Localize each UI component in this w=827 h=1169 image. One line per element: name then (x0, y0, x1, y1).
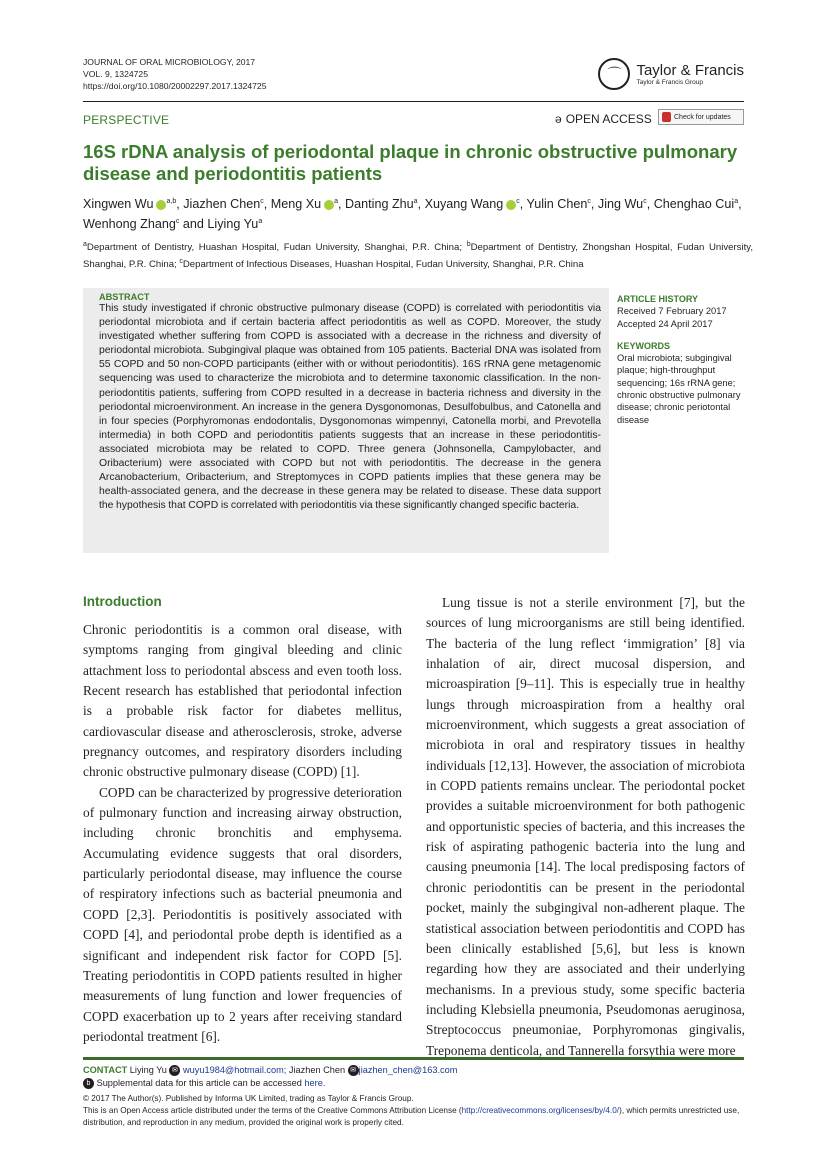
author (207, 217, 262, 231)
author-list: Xingwen Wu $^{a,b}$, Jiazhen Chen$^c$, Meng Xu $^a$, Danting Zhu$^a$, Xuyang Wang $^c$, Yulin Chen$^c$, Jing Wu$^c$, Chenghao Cui$^a$, Wenhong Zhang$^c$ and Liying Yu$^a$ (83, 197, 742, 232)
right-column (426, 593, 745, 1061)
open-access-label: OPEN ACCESS (565, 112, 652, 126)
contact-name: Jiazhen Chen (288, 1065, 346, 1075)
article-title: 16S rDNA analysis of periodontal plaque in chronic obstructive pulmonary disease and periodontitis patients (83, 141, 738, 184)
keywords-text: Oral microbiota; subgingival plaque; high-throughput sequencing; 16s rRNA gene; chronic obstructive pulmonary disease; chronic periotontal disease (617, 353, 741, 425)
author-name: Jiazhen Chen (183, 197, 261, 212)
received-date: Received 7 February 2017 (617, 306, 727, 317)
author-affiliation: a (258, 218, 263, 226)
author-name: Wenhong Zhang (83, 217, 176, 232)
author-name: Danting Zhu (345, 197, 414, 212)
paragraph: Chronic periodontitis is a common oral disease, with symptoms ranging from gingival bleeding and clinic attachment loss to periodontal abscess and even tooth loss. Recent research has established that periodontal infection is a probable risk factor for diabetes mellitus, cardiovascular disease and atherosclerosis, stroke, adverse pregnancy outcomes, and respiratory disorders including chronic obstructive pulmonary disease (COPD) [1]. (83, 622, 402, 780)
affiliations: $^a$Department of Dentistry, Huashan Hospital, Fudan University, Shanghai, P.R. China; $^b$Department of Dentistry, Zhongshan Hospital, Fudan University, Shanghai, P.R. China; $^c$Department of Infectious Diseases, Huashan Hospital, Fudan University, Shanghai, P.R. China (83, 241, 754, 271)
open-access-badge (555, 112, 652, 126)
author-name: Yulin Chen (526, 197, 588, 212)
orcid-icon[interactable] (156, 200, 166, 210)
journal-volume: VOL. 9, 1324725 (83, 69, 148, 79)
license-link[interactable]: http://creativecommons.org/licenses/by/4.0/ (461, 1106, 620, 1115)
author (83, 217, 179, 231)
author (527, 197, 591, 211)
author (598, 197, 647, 211)
supplemental-line (83, 1077, 753, 1090)
affiliation-c: Department of Infectious Diseases, Huashan Hospital, Fudan University, Shanghai, P.R. China (182, 259, 584, 271)
doi-link[interactable]: https://doi.org/10.1080/20002297.2017.1324725 (83, 81, 267, 91)
email-link[interactable]: wuyu1984@hotmail.com; (183, 1065, 287, 1075)
contact-name: Liying Yu (129, 1065, 167, 1075)
email-link[interactable]: jiazhen_chen@163.com (358, 1065, 458, 1075)
abstract-text: This study investigated if chronic obstructive pulmonary disease (COPD) is correlated with periodontitis via periodontal microbiota and if certain bacteria affect periodontitis as well as COPD. Moreover, the study investigated whether suffering from COPD is associated with a decrease in the richness and diversity of periodontal microbiota. Subgingival plaque was obtained from 105 patients. Bacterial DNA was isolated from 55 COPD and 50 non-COPD participants (either with or without periodontitis). 16S rRNA gene metagenomic sequencing was used to characterize the microbiota and to determine taxonomic classification. In the non-periodontitis patients, suffering from COPD resulted in a decrease in bacteria richness and diversity in the periodontal microenvironment. An increase in the genera Dysgonomonas, Desulfobulbus, and Catonella and in four species (Porphyromonas endodontalis, Dysgonomonas wimpennyi, Catonella morbi, and Prevotella intermedia) in both COPD and periodontitis patients suggests that an increase in these periodontitis-associated microbiota may be related to COPD. Three genera (Johnsonella, Campylobacter, and Oribacterium) were associated with COPD but not with periodontitis. The decrease in the genera Arcanobacterium, Oribacterium, and Streptomyces in COPD patients implies that these genera may be health-associated genera, and the decrease in these genera may be related to disease. These data support the hypothesis that COPD is correlated with periodontitis via these significantly changed specific bacteria. (99, 303, 601, 512)
abstract-heading: ABSTRACT (99, 292, 150, 302)
author-affiliation: c (516, 198, 520, 205)
supplemental-icon: b (83, 1078, 94, 1089)
author-affiliation: a (413, 198, 418, 205)
orcid-icon[interactable] (506, 200, 516, 210)
check-updates-button[interactable] (658, 109, 744, 125)
author-name: Jing Wu (597, 197, 644, 212)
email-icon: ✉ (169, 1065, 180, 1076)
introduction-heading: Introduction (83, 594, 162, 609)
author-name: Xingwen Wu (83, 197, 154, 212)
contact-line (83, 1064, 753, 1077)
license-post: ), which permits unrestricted use, distribution, and reproduction in any medium, provided the original work is properly cited. (83, 1106, 740, 1127)
accepted-date: Accepted 24 April 2017 (617, 318, 713, 329)
publisher-group: Taylor & Francis Group (636, 78, 703, 86)
header-divider (83, 101, 744, 102)
article-sidebar (617, 293, 747, 426)
abstract-box (83, 288, 609, 553)
author-name: Liying Yu (207, 217, 259, 232)
bookmark-icon (662, 112, 671, 122)
keywords-heading: KEYWORDS (617, 340, 671, 351)
author (183, 197, 264, 211)
journal-header (83, 56, 267, 92)
supplemental-link[interactable]: here. (304, 1077, 326, 1088)
license-text (83, 1105, 753, 1129)
author-name: Meng Xu (270, 197, 322, 212)
affiliation-b: Department of Dentistry, Zhongshan Hospital, Fudan University, Shanghai, P.R. China; (83, 242, 754, 271)
author-affiliation: c (260, 198, 264, 205)
footer-divider (83, 1057, 744, 1060)
author-affiliation: c (643, 198, 647, 205)
footer (83, 1064, 753, 1129)
journal-name: JOURNAL OF ORAL MICROBIOLOGY, 2017 (83, 57, 256, 67)
author (425, 197, 520, 211)
left-column (83, 620, 402, 1047)
author-affiliation: c (587, 198, 591, 205)
author-name: Xuyang Wang (424, 197, 504, 212)
author (345, 197, 418, 211)
email-icon: ✉ (348, 1065, 359, 1076)
article-history-heading: ARTICLE HISTORY (617, 294, 699, 304)
paragraph: Lung tissue is not a sterile environment [7], but the sources of lung microorganisms are still being identified. The bacteria of the lung reflect ‘immigration’ [8] via inhalation of air, direct mucosal dispersion, and microaspiration [9–11]. This is especially true in healthy lungs through microaspiration from a healthy oral microenvironment, which suggests a great association of microbiota in oral and respiratory tissues in healthy individuals [12,13]. However, the association of microbiota in COPD patients remains unclear. The periodontal pocket provides a suitable microenvironment for both pathogenic and opportunistic species of bacteria, and this increases the risk of aspirating pathogenic bacteria into the lung and causing pneumonia [14]. The local predisposing factors of chronic periodontitis can be present in the periodontal pocket, mainly the subgingival non-adherent plaque. The statistical association between periodontitis and COPD has been clinically established [5,6], but less is known regarding how they are associated and their underlying mechanisms. In a previous study, some specific bacteria including Klebsiella pneumonia, Pseudomonas aeruginosa, Streptococcus pneumoniae, Porphyromonas gingivalis, Treponema denticola, and Tannerella forsythia were more (426, 595, 745, 1058)
paragraph: COPD can be characterized by progressive deterioration of pulmonary function and increasing airway obstruction, including chronic bronchitis and emphysema. Accumulating evidence suggests that oral disorders, particularly periodontal disease, may influence the course of respiratory infections such as bacterial pneumonia and COPD [2,3]. Periodontitis is positively associated with COPD [4], and periodontal probe depth is identified as a significant and independent risk factor for COPD [5]. Treating periodontitis in COPD patients resulted in higher measurements of lung function and lower frequencies of COPD exacerbation up to 2 years after receiving standard periodontal treatment [6]. (83, 784, 402, 1044)
author-affiliation: a,b (166, 198, 177, 205)
article-type: PERSPECTIVE (83, 113, 170, 127)
author-name: Chenghao Cui (653, 197, 735, 212)
author (654, 197, 738, 211)
supplemental-text: Supplemental data for this article can be accessed (96, 1077, 302, 1088)
copyright: © 2017 The Author(s). Published by Informa UK Limited, trading as Taylor & Francis Group. (83, 1094, 414, 1103)
author-affiliation: a (334, 198, 339, 205)
lamp-icon: ⌒ (598, 58, 630, 90)
author-affiliation: c (175, 218, 180, 226)
orcid-icon[interactable] (324, 200, 334, 210)
contact-label: CONTACT (83, 1065, 128, 1075)
affiliation-a: Department of Dentistry, Huashan Hospital, Fudan University, Shanghai, P.R. China; (86, 242, 463, 254)
check-updates-label: Check for updates (674, 113, 731, 121)
publisher-name: Taylor & Francis (636, 61, 744, 79)
author (83, 197, 176, 211)
license-pre: This is an Open Access article distributed under the terms of the Creative Commons Attribution License ( (83, 1106, 462, 1115)
open-lock-icon: ǝ (555, 112, 562, 126)
publisher-logo (598, 58, 744, 90)
author (271, 197, 338, 211)
author-affiliation: a (734, 198, 739, 205)
